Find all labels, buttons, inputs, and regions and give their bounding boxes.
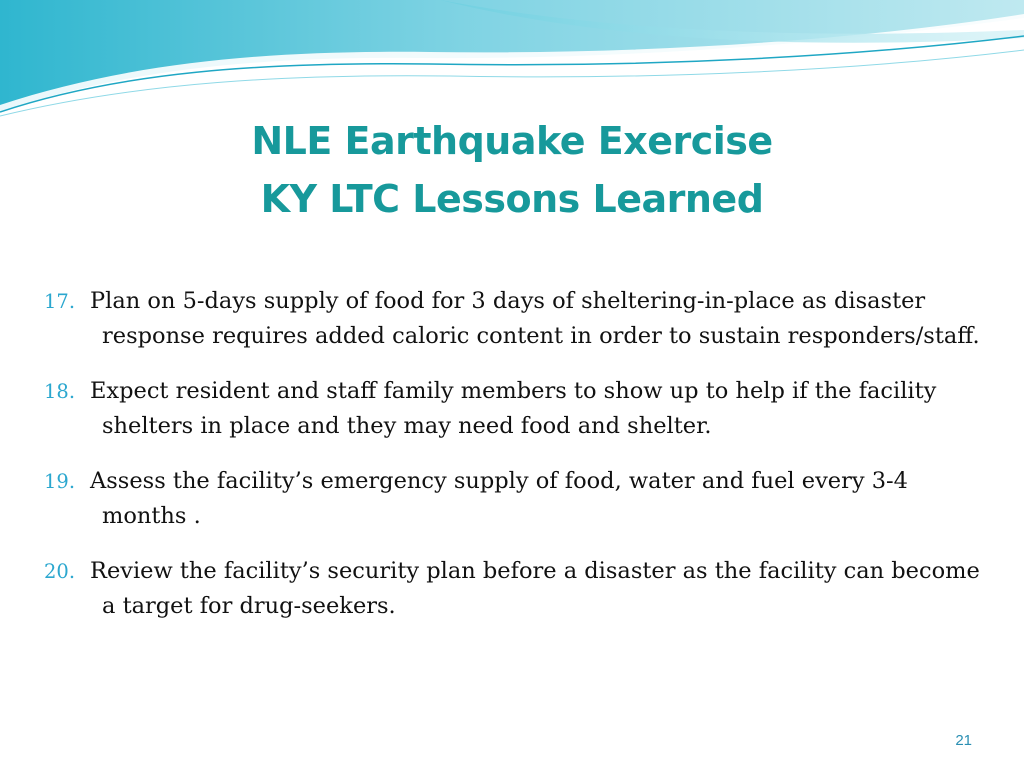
item-number: 18. <box>44 380 76 403</box>
item-text: Review the facility’s security plan before a disaster as the facility can become a target for drug-seekers. <box>90 558 980 619</box>
list-item <box>44 464 984 533</box>
item-number: 20. <box>44 560 76 583</box>
item-text: Plan on 5-days supply of food for 3 days of sheltering-in-place as disaster response requires added caloric content in order to sustain responders/staff. <box>90 288 980 349</box>
item-text: Assess the facility’s emergency supply of food, water and fuel every 3-4 months . <box>90 468 908 529</box>
slide-title <box>0 112 1024 228</box>
title-line-2: KY LTC Lessons Learned <box>260 177 764 221</box>
item-number: 19. <box>44 470 76 493</box>
list-item <box>44 554 984 623</box>
item-number: 17. <box>44 290 76 313</box>
lessons-list <box>44 284 984 644</box>
item-text: Expect resident and staff family members to show up to help if the facility shelters in place and they may need food and shelter. <box>90 378 937 439</box>
list-item <box>44 374 984 443</box>
title-line-1: NLE Earthquake Exercise <box>251 119 773 163</box>
wave-header-decoration-icon <box>0 0 1024 130</box>
page-number: 21 <box>955 732 972 749</box>
list-item <box>44 284 984 353</box>
